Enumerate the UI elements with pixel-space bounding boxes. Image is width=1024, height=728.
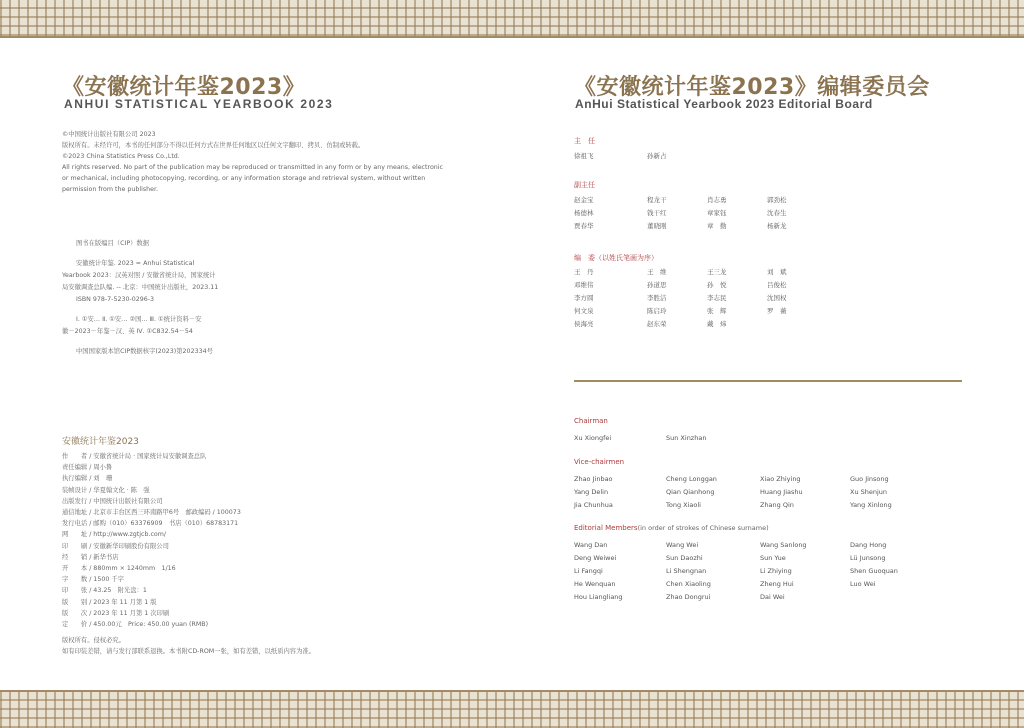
board-member: He Wenquan (574, 580, 616, 588)
board-member: 徐祖飞 (574, 152, 594, 160)
board-member: Dai Wei (760, 593, 785, 601)
board-member: 郭劲松 (767, 196, 787, 204)
pub-info-line: 字 数 / 1500 千字 (62, 576, 124, 584)
board-member: 何文泉 (574, 307, 594, 315)
en-chairman-label: Chairman (574, 417, 608, 425)
members-order-note: (in order of strokes of Chinese surname) (637, 524, 769, 532)
copyright-line: or mechanical, including photocopying, recording, or any information storage and retrieval system, without written (62, 175, 426, 182)
board-member: Wang Sanlong (760, 541, 807, 549)
publication-title: 安徽统计年鉴2023 (62, 437, 139, 447)
board-member: Shen Guoquan (850, 567, 898, 575)
board-member: 沈国权 (767, 294, 787, 302)
cip-line: 局安徽调查总队编. -- 北京：中国统计出版社，2023.11 (62, 284, 219, 291)
bottom-decorative-border (0, 692, 1024, 728)
board-member: 张 辉 (707, 307, 727, 315)
board-member: Wang Wei (666, 541, 699, 549)
board-member: 邓维伟 (574, 281, 594, 289)
board-member: 章 勤 (707, 222, 727, 230)
section-divider (574, 380, 962, 382)
copyright-line: ©2023 China Statistics Press Co.,Ltd. (62, 153, 180, 160)
board-member: 王 维 (647, 268, 667, 276)
board-member: 沈春生 (767, 209, 787, 217)
board-member: Zhao Jinbao (574, 475, 613, 483)
board-member: 罗 薇 (767, 307, 787, 315)
pub-info-line: 印 刷 / 安徽新华印刷股份有限公司 (62, 542, 169, 550)
cip-isbn: ISBN 978-7-5230-0296-3 (76, 296, 155, 303)
pub-info-line: 出版发行 / 中国统计出版社有限公司 (62, 497, 163, 505)
copyright-line: permission from the publisher. (62, 186, 159, 193)
board-member: 孙道思 (647, 281, 667, 289)
board-member: Hou Liangliang (574, 593, 623, 601)
board-member: 李胜洁 (647, 294, 667, 302)
pub-info-line: 印 张 / 43.25 附光盘：1 (62, 587, 147, 595)
footer-line: 版权所有。侵权必究。 (62, 637, 125, 645)
board-member: Lü Junsong (850, 554, 886, 562)
cip-line: 安徽统计年鉴. 2023 = Anhui Statistical (76, 260, 195, 267)
pub-info-line: 网 址 / http://www.zgtjcb.com/ (62, 531, 167, 539)
board-member: Tong Xiaoli (666, 501, 701, 509)
cn-chairman-label: 主 任 (574, 137, 595, 145)
board-member: 王 丹 (574, 268, 594, 276)
board-member: Sun Daozhi (666, 554, 703, 562)
pub-info-line: 开 本 / 880mm × 1240mm 1/16 (62, 565, 176, 573)
pub-info-line: 版 别 / 2023 年 11 月第 1 版 (62, 598, 157, 606)
board-member: 章家钰 (707, 209, 727, 217)
board-member: Sun Xinzhan (666, 434, 707, 442)
en-members-label (574, 524, 769, 532)
pub-info-line: 发行电话 / 邮购（010）63376909 书店（010）68783171 (62, 520, 239, 528)
pub-info-line: 作 者 / 安徽省统计局 · 国家统计局安徽调查总队 (62, 453, 207, 460)
cn-vice-grid (574, 195, 827, 231)
board-member: 赵东荣 (647, 320, 667, 328)
cn-members-label: 编 委（以姓氏笔画为序） (574, 254, 658, 262)
board-member: 刘 斌 (767, 268, 787, 276)
pub-info-line: 装帧设计 / 华夏翰文化 · 陈 强 (62, 486, 150, 494)
board-member: Sun Yue (760, 554, 786, 562)
cip-line: 徽－2023－年鉴－汉、英 Ⅳ. ①C832.54－54 (62, 328, 193, 335)
en-members-grid (574, 540, 938, 602)
cip-line: Yearbook 2023：汉英对照 / 安徽省统计局，国家统计 (62, 272, 216, 279)
cip-block (62, 238, 218, 358)
bottom-border-line (0, 690, 1024, 692)
board-member: Jia Chunhua (574, 501, 613, 509)
board-member: 贾春华 (574, 222, 594, 230)
cip-record-number: 中国国家版本馆CIP数据核字(2023)第202334号 (76, 348, 213, 355)
board-member: Luo Wei (850, 580, 876, 588)
en-chairman-grid (574, 433, 758, 443)
board-member: Li Shengnan (666, 567, 707, 575)
board-member: Li Zhiying (760, 567, 792, 575)
board-member: Zheng Hui (760, 580, 794, 588)
board-member: 侯海亮 (574, 320, 594, 328)
en-vice-label: Vice-chairmen (574, 458, 625, 466)
en-vice-grid (574, 474, 938, 510)
board-member: Cheng Longgan (666, 475, 717, 483)
left-title-en: ANHUI STATISTICAL YEARBOOK 2023 (64, 97, 334, 111)
board-member: Yang Xinlong (850, 501, 892, 509)
board-member: 李志民 (707, 294, 727, 302)
board-member: Xu Shenjun (850, 488, 888, 496)
cip-line: Ⅰ. ①安… Ⅱ. ①安… ②国… Ⅲ. ①统计资料－安 (76, 316, 202, 323)
board-member: 董晓刚 (647, 222, 667, 230)
board-member: Zhao Dongrui (666, 593, 711, 601)
pub-info-line: 版 次 / 2023 年 11 月第 1 次印刷 (62, 609, 170, 617)
top-border-line (0, 36, 1024, 38)
board-member: Chen Xiaoling (666, 580, 711, 588)
copyright-line: 版权所有。未经许可，本书的任何部分不得以任何方式在世界任何地区以任何文字翻印、拷贝、仿制或转载。 (62, 142, 365, 149)
board-member: 肖志勇 (707, 196, 727, 204)
board-member: Qian Qianhong (666, 488, 715, 496)
pub-info-line: 经 销 / 新华书店 (62, 553, 119, 561)
board-member: Xu Xiongfei (574, 434, 612, 442)
board-member: Zhang Qin (760, 501, 794, 509)
board-member: 吕俊松 (767, 281, 787, 289)
footer-line: 如有印装差错，请与发行部联系退换。本书附CD-ROM一张，如有差错，以纸质内容为准。 (62, 648, 315, 656)
board-member: 陈启玲 (647, 307, 667, 315)
board-member: 孙 悦 (707, 281, 727, 289)
board-member: 杨德林 (574, 209, 594, 217)
board-member: Dang Hong (850, 541, 887, 549)
board-member: Li Fangqi (574, 567, 603, 575)
right-title-cn: 《安徽统计年鉴2023》编辑委员会 (574, 75, 930, 100)
board-member: Guo Jinsong (850, 475, 889, 483)
members-label-text: Editorial Members (574, 524, 638, 532)
pub-info-line: 通信地址 / 北京市丰台区西三环南路甲6号 邮政编码 / 100073 (62, 509, 241, 517)
board-member: Huang Jiashu (760, 488, 803, 496)
pub-info-line: 执行编辑 / 刘 珊 (62, 475, 113, 483)
copyright-block (62, 129, 443, 195)
board-member: Xiao Zhiying (760, 475, 801, 483)
left-title-cn: 《安徽统计年鉴2023》 (62, 75, 306, 100)
cn-chairman-grid (574, 151, 720, 161)
board-member: 杨新龙 (767, 222, 787, 230)
board-member: 孙新占 (647, 152, 667, 160)
copyright-line: ©中国统计出版社有限公司 2023 (62, 131, 156, 138)
board-member: 钱干红 (647, 209, 667, 217)
cn-vice-label: 副主任 (574, 181, 595, 189)
board-member: Deng Weiwei (574, 554, 617, 562)
right-title-en: AnHui Statistical Yearbook 2023 Editorial Board (575, 97, 873, 111)
board-member: 程龙干 (647, 196, 667, 204)
pub-info-line: 责任编辑 / 周小鲁 (62, 464, 113, 472)
cip-heading: 图书在版编目（CIP）数据 (76, 240, 150, 247)
board-member: 戴 炜 (707, 320, 727, 328)
board-member: Yang Delin (574, 488, 609, 496)
board-member: 赵金宝 (574, 196, 594, 204)
top-decorative-border (0, 0, 1024, 36)
board-member: 李方圆 (574, 294, 594, 302)
copyright-line: All rights reserved. No part of the publication may be reproduced or transmitted in any form or by any means, electronic (62, 164, 443, 171)
board-member: Wang Dan (574, 541, 608, 549)
publication-info-block (62, 451, 315, 658)
board-member: 王三龙 (707, 268, 727, 276)
pub-info-line: 定 价 / 450.00元 Price: 450.00 yuan (RMB) (62, 621, 209, 629)
cn-members-grid (574, 267, 827, 329)
